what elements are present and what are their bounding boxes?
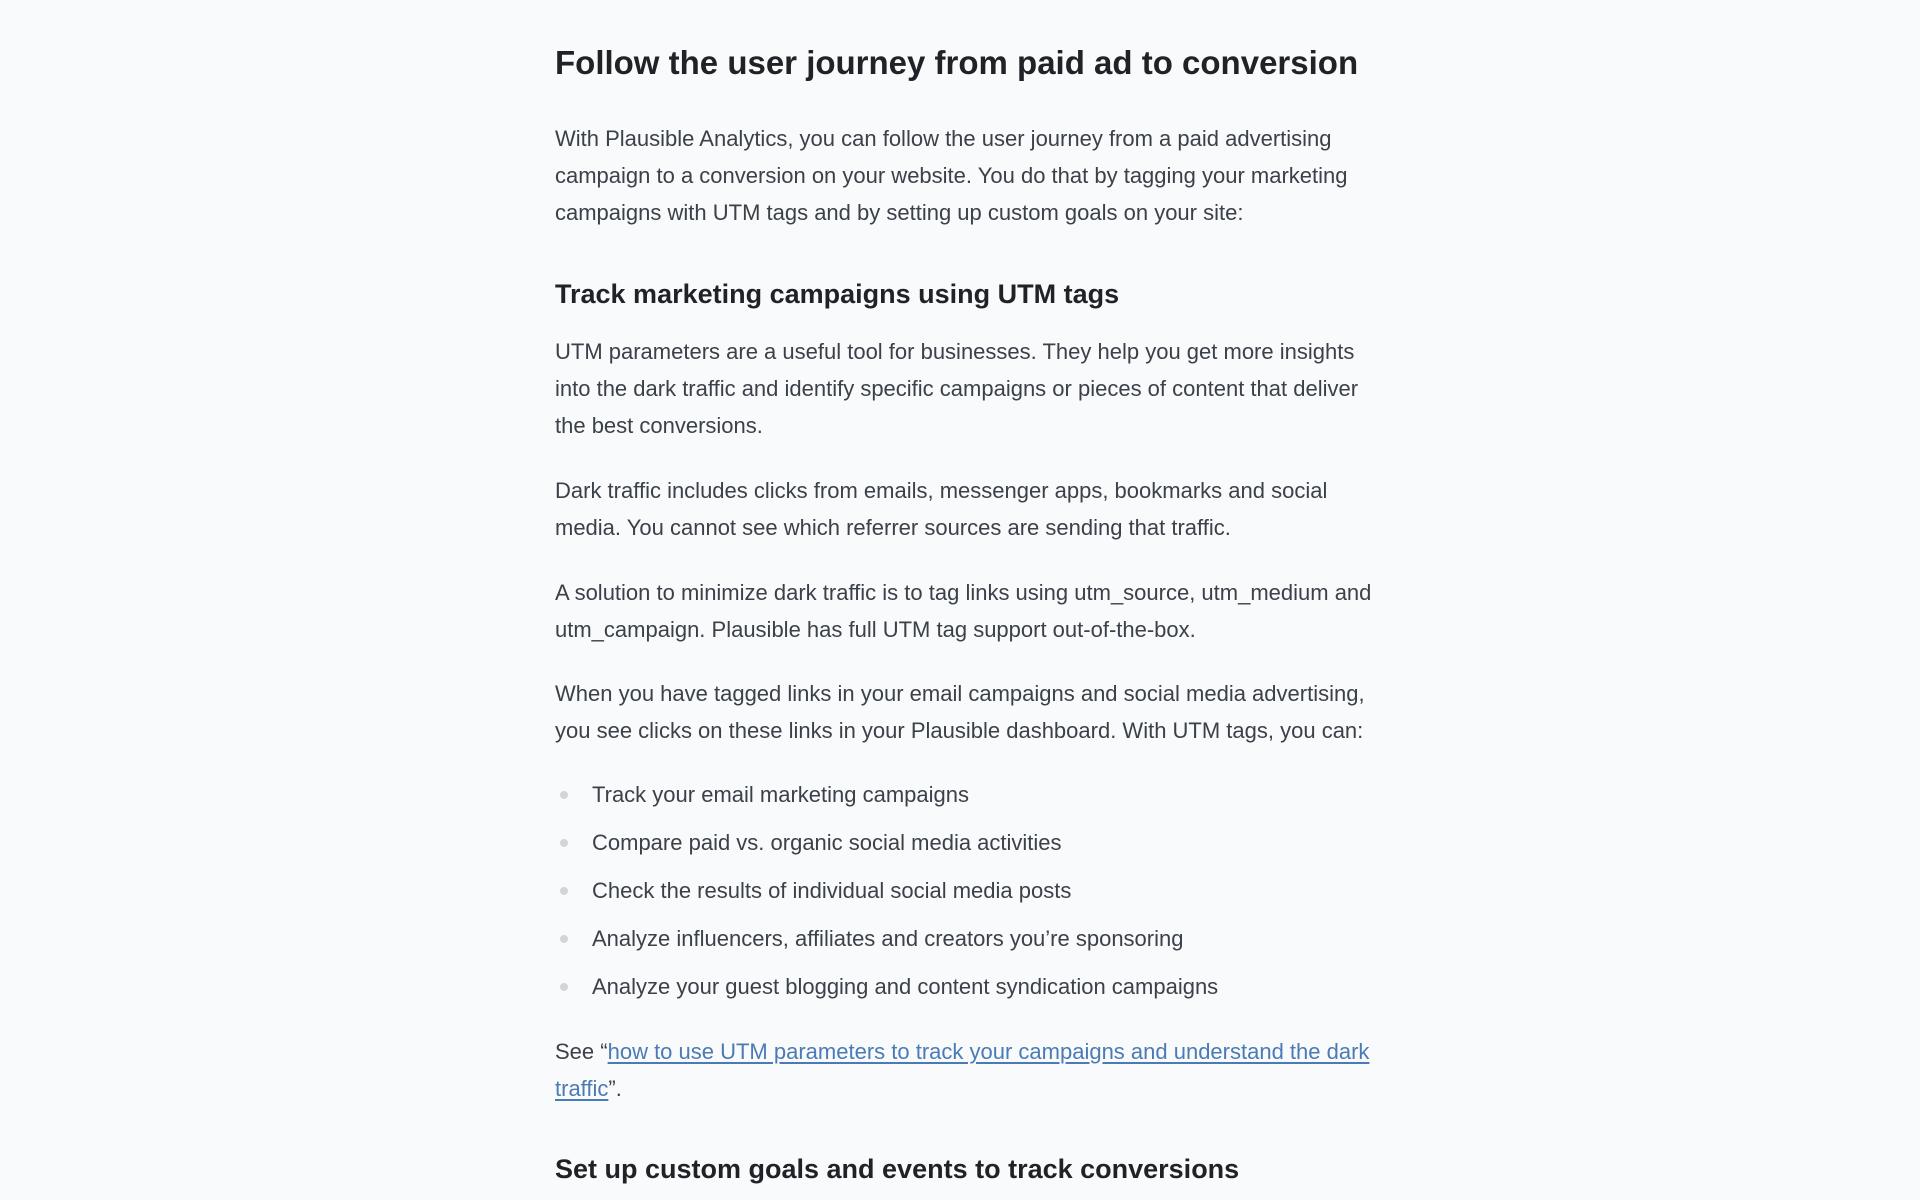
- intro-paragraph: With Plausible Analytics, you can follow the user journey from a paid advertising campaign to a conversion on your website. You do that by tagging your marketing campaigns with UTM tags and by setting up custom goals on your site:: [555, 126, 1348, 225]
- utm-paragraph-1: UTM parameters are a useful tool for businesses. They help you get more insights into the dark traffic and identify specific campaigns or pieces of content that deliver the best conversions.: [555, 339, 1359, 438]
- list-item-text: Track your email marketing campaigns: [592, 782, 969, 807]
- bullet-icon: [560, 791, 568, 799]
- utm-paragraph-3: A solution to minimize dark traffic is to tag links using utm_source, utm_medium and utm_campaign. Plausible has full UTM tag support out-of-the-box.: [555, 580, 1372, 642]
- bullet-icon: [560, 935, 568, 943]
- list-item: [555, 923, 1375, 971]
- bullet-icon: [560, 887, 568, 895]
- list-item-text: Check the results of individual social media posts: [592, 878, 1072, 903]
- list-item-text: Compare paid vs. organic social media activities: [592, 830, 1062, 855]
- bullet-icon: [560, 839, 568, 847]
- bullet-icon: [560, 983, 568, 991]
- utm-paragraph-4: When you have tagged links in your email campaigns and social media advertising, you see clicks on these links in your Plausible dashboard. With UTM tags, you can:: [555, 681, 1365, 743]
- list-item: [555, 971, 1375, 1019]
- list-item-text: Analyze influencers, affiliates and creators you’re sponsoring: [592, 926, 1184, 951]
- see-prefix: See “: [555, 1039, 608, 1064]
- utm-guide-link[interactable]: how to use UTM parameters to track your campaigns and understand the dark traffic: [555, 1039, 1370, 1101]
- section-heading-goals: Set up custom goals and events to track conversions: [555, 1154, 1240, 1184]
- utm-paragraph-2: Dark traffic includes clicks from emails, messenger apps, bookmarks and social media. You cannot see which referrer sources are sending that traffic.: [555, 478, 1328, 540]
- section-heading-utm: Track marketing campaigns using UTM tags: [555, 279, 1120, 309]
- list-item: [555, 779, 1375, 827]
- utm-benefits-list: [555, 779, 1375, 1019]
- list-item-text: Analyze your guest blogging and content syndication campaigns: [592, 974, 1219, 999]
- see-also-paragraph: [555, 1033, 1375, 1107]
- list-item: [555, 827, 1375, 875]
- list-item: [555, 875, 1375, 923]
- see-suffix: ”.: [608, 1076, 622, 1101]
- page-title: Follow the user journey from paid ad to conversion: [555, 44, 1359, 81]
